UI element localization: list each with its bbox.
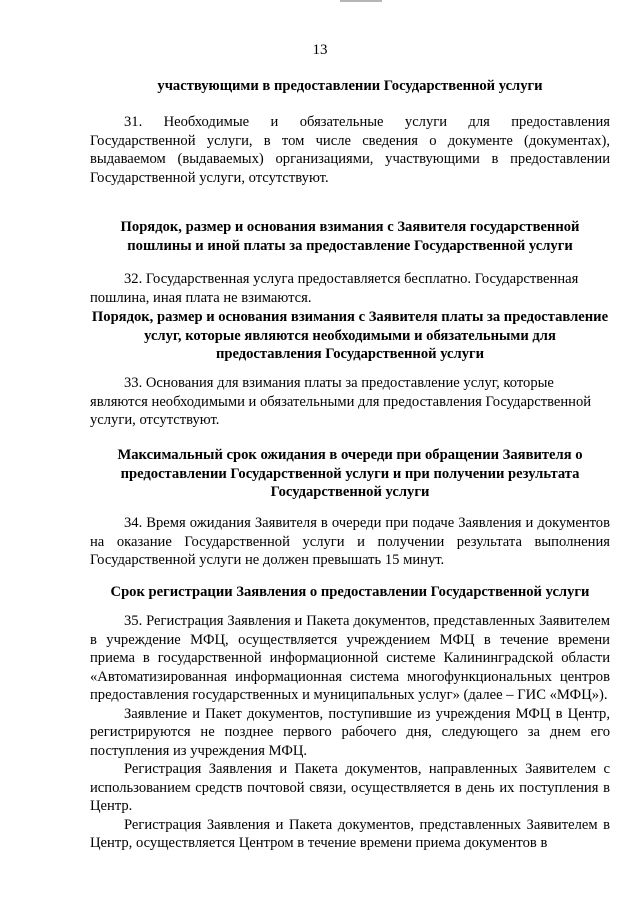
paragraph-31: 31. Необходимые и обязательные услуги для предоставления Государственной услуги, в том числе сведения о документе (документах), выдаваемом (выдаваемых) организациями, участвующими в предоставлении Государственной услуги, отсутствуют. <box>90 114 610 186</box>
section-32 <box>90 270 610 307</box>
section-continuation <box>90 77 610 96</box>
section-35 <box>90 612 610 853</box>
section-fee-heading <box>90 218 610 255</box>
paragraph-32: 32. Государственная услуга предоставляется бесплатно. Государственная пошлина, иная плата не взимаются. <box>90 271 579 306</box>
page-number: 13 <box>312 42 328 58</box>
heading-registration: Срок регистрации Заявления о предоставлении Государственной услуги <box>110 584 590 600</box>
heading-paid-services: Порядок, размер и основания взимания с Заявителя платы за предоставление услуг, которые являются необходимыми и обязательными для предоставления Государственной услуги <box>91 309 609 362</box>
paragraph-33: 33. Основания для взимания платы за предоставление услуг, которые являются необходимыми и обязательными для предоставления Государственной услуги, отсутствуют. <box>90 375 592 428</box>
section-registration-heading <box>90 583 610 602</box>
heading-continuation: участвующими в предоставлении Государственной услуги <box>157 78 543 94</box>
paragraph-34: 34. Время ожидания Заявителя в очереди при подаче Заявления и документов на оказание Государственной услуги и получении результата выполнения Государственной услуги не должен превышать 15 минут. <box>90 515 610 568</box>
section-34 <box>90 514 610 570</box>
heading-state-fee: Порядок, размер и основания взимания с Заявителя государственной пошлины и иной платы за предоставление Государственной услуги <box>120 219 580 254</box>
heading-queue-time: Максимальный срок ожидания в очереди при обращении Заявителя о предоставлении Государственной услуги и при получении результата Государственной услуги <box>117 447 583 500</box>
paragraph-35-mfc-to-center: Заявление и Пакет документов, поступившие из учреждения МФЦ в Центр, регистрируются не позднее первого рабочего дня, следующего за днем его поступления из учреждения МФЦ. <box>90 705 610 759</box>
paragraph-35-center: Регистрация Заявления и Пакета документов, представленных Заявителем в Центр, осуществляется Центром в течение времени приема документов в <box>90 816 610 851</box>
section-queue-heading <box>90 446 610 502</box>
top-edge-mark <box>340 0 382 2</box>
paragraph-35-postal: Регистрация Заявления и Пакета документов, направленных Заявителем с использованием средств почтовой связи, осуществляется в день их поступления в Центр. <box>90 761 610 814</box>
paragraph-35: 35. Регистрация Заявления и Пакета документов, представленных Заявителем в учреждение МФЦ, осуществляется учреждением МФЦ в течение времени приема в государственной информационной системе Калининградской области «Автоматизированная информационная система многофункциональных центров предоставления государственных и муниципальных услуг» (далее – ГИС «МФЦ»). <box>90 613 610 703</box>
section-paid-services-heading <box>90 308 610 364</box>
section-33 <box>90 374 610 430</box>
section-31 <box>90 113 610 187</box>
